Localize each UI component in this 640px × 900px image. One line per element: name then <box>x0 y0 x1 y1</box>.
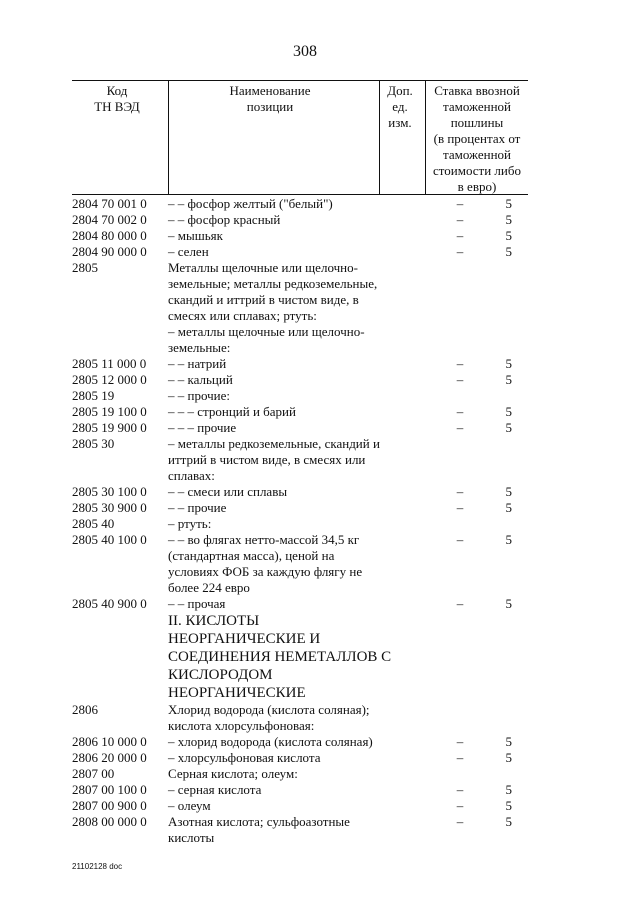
row-rate: 5 <box>505 484 512 499</box>
header-divider-1 <box>168 81 169 194</box>
row-code: 2805 40 900 0 <box>72 596 147 611</box>
table-row <box>72 516 528 532</box>
table-row <box>72 782 528 798</box>
row-unit: – <box>456 228 464 243</box>
row-rate <box>472 436 512 484</box>
table-header <box>72 80 528 195</box>
header-rate: Ставка ввозной таможенной пошлины (в процентах от таможенной стоимости либо в евро) <box>432 83 521 194</box>
row-rate <box>472 388 512 404</box>
page-number: 308 <box>293 43 317 60</box>
row-name: – – прочие: <box>168 388 230 403</box>
row-name: Серная кислота; олеум: <box>168 766 298 781</box>
row-name: – – кальций <box>168 372 233 387</box>
row-rate: 5 <box>505 356 512 371</box>
row-code: 2806 <box>72 702 98 717</box>
header-divider-3 <box>425 81 426 194</box>
row-code: 2805 19 <box>72 388 115 403</box>
row-code: 2804 70 002 0 <box>72 212 147 227</box>
row-unit <box>384 388 472 404</box>
row-code: 2805 30 100 0 <box>72 484 147 499</box>
row-name: – металлы редкоземельные, скандий и иттрий в чистом виде, в смесях или сплавах: <box>168 436 380 483</box>
row-rate: 5 <box>505 228 512 243</box>
row-name: – – натрий <box>168 356 227 371</box>
row-code: 2805 12 000 0 <box>72 372 147 387</box>
header-unit: Доп. ед. изм. <box>387 83 413 130</box>
row-rate: 5 <box>505 372 512 387</box>
row-rate: 5 <box>505 750 512 765</box>
row-unit <box>384 436 472 484</box>
section-heading <box>72 612 528 702</box>
row-unit: – <box>456 734 464 749</box>
table-row <box>72 596 528 612</box>
row-rate: 5 <box>505 596 512 611</box>
table-row <box>72 356 528 372</box>
row-unit: – <box>456 500 464 515</box>
row-rate: 5 <box>505 500 512 515</box>
row-unit <box>384 766 472 782</box>
row-rate: 5 <box>505 798 512 813</box>
row-name: – – прочая <box>168 596 226 611</box>
row-rate: 5 <box>505 814 512 829</box>
row-code: 2805 11 000 0 <box>72 356 147 371</box>
row-rate <box>472 516 512 532</box>
row-rate: 5 <box>505 404 512 419</box>
table-row <box>72 702 528 734</box>
table-row <box>72 798 528 814</box>
row-name: II. КИСЛОТЫ НЕОРГАНИЧЕСКИЕ И СОЕДИНЕНИЯ НЕМЕТАЛЛОВ С КИСЛОРОДОМ НЕОРГАНИЧЕСКИЕ <box>168 613 392 701</box>
header-code: Код ТН ВЭД <box>94 83 140 114</box>
row-name: – – фосфор желтый ("белый") <box>168 196 333 211</box>
row-rate <box>486 612 526 702</box>
header-divider-2 <box>379 81 380 194</box>
row-name: – селен <box>168 244 209 259</box>
row-rate: 5 <box>505 212 512 227</box>
row-code: 2807 00 <box>72 766 115 781</box>
row-rate: 5 <box>505 532 512 547</box>
row-name: – ртуть: <box>168 516 212 531</box>
row-name: – олеум <box>168 798 211 813</box>
row-unit: – <box>456 532 464 547</box>
row-unit: – <box>456 404 464 419</box>
table-row <box>72 196 528 212</box>
row-name: – хлорид водорода (кислота соляная) <box>168 734 373 749</box>
header-name: Наименование позиции <box>229 83 311 114</box>
row-unit <box>398 612 486 702</box>
table-row <box>72 260 528 356</box>
table-row <box>72 372 528 388</box>
file-footer: 21102128 doc <box>72 862 123 871</box>
row-name: Хлорид водорода (кислота соляная); кислота хлорсульфоновая: <box>168 702 370 733</box>
row-rate <box>472 260 512 356</box>
table-row <box>72 734 528 750</box>
row-code: 2805 <box>72 260 98 275</box>
row-rate: 5 <box>505 244 512 259</box>
row-name: – – смеси или сплавы <box>168 484 288 499</box>
row-name: – – прочие <box>168 500 227 515</box>
row-unit: – <box>456 372 464 387</box>
row-name: Металлы щелочные или щелочно- земельные; металлы редкоземельные, скандий и иттрий в чистом виде, в смесях или сплавах; ртуть: – металлы щелочные или щелочно- земельные: <box>168 260 378 355</box>
row-rate: 5 <box>505 196 512 211</box>
row-code: 2806 10 000 0 <box>72 734 147 749</box>
table-row <box>72 388 528 404</box>
table-row <box>72 228 528 244</box>
row-name: – – – стронций и барий <box>168 404 296 419</box>
row-code: 2807 00 900 0 <box>72 798 147 813</box>
row-name: – хлорсульфоновая кислота <box>168 750 321 765</box>
table-row <box>72 750 528 766</box>
row-unit: – <box>456 484 464 499</box>
row-rate <box>472 702 512 734</box>
row-code: 2805 19 100 0 <box>72 404 147 419</box>
table-row <box>72 244 528 260</box>
row-unit: – <box>456 814 464 829</box>
row-name: – – во флягах нетто-массой 34,5 кг (стандартная масса), ценой на условиях ФОБ за каждую флягу не более 224 евро <box>168 532 363 595</box>
row-code: 2804 90 000 0 <box>72 244 147 259</box>
row-code: 2805 19 900 0 <box>72 420 147 435</box>
table-row <box>72 436 528 484</box>
row-unit <box>384 260 472 356</box>
row-unit: – <box>456 244 464 259</box>
row-unit: – <box>456 596 464 611</box>
table-row <box>72 420 528 436</box>
row-name: Азотная кислота; сульфоазотные кислоты <box>168 814 350 845</box>
table-row <box>72 212 528 228</box>
row-code: 2808 00 000 0 <box>72 814 147 829</box>
row-unit <box>384 516 472 532</box>
row-unit: – <box>456 798 464 813</box>
row-name: – – – прочие <box>168 420 237 435</box>
row-code: 2805 30 900 0 <box>72 500 147 515</box>
row-unit: – <box>456 196 464 211</box>
row-unit: – <box>456 212 464 227</box>
row-name: – серная кислота <box>168 782 262 797</box>
row-name: – мышьяк <box>168 228 223 243</box>
row-rate <box>472 766 512 782</box>
row-code: 2805 40 <box>72 516 115 531</box>
table-row <box>72 500 528 516</box>
row-unit: – <box>456 420 464 435</box>
row-name: – – фосфор красный <box>168 212 281 227</box>
table-row <box>72 814 528 846</box>
row-rate: 5 <box>505 782 512 797</box>
table-row <box>72 532 528 596</box>
tariff-table-body <box>72 196 528 846</box>
row-code: 2804 70 001 0 <box>72 196 147 211</box>
table-row <box>72 404 528 420</box>
row-unit: – <box>456 356 464 371</box>
row-rate: 5 <box>505 734 512 749</box>
row-unit: – <box>456 782 464 797</box>
row-code: 2805 40 100 0 <box>72 532 147 547</box>
table-row <box>72 484 528 500</box>
row-code: 2806 20 000 0 <box>72 750 147 765</box>
row-code: 2805 30 <box>72 436 115 451</box>
row-unit: – <box>456 750 464 765</box>
row-unit <box>384 702 472 734</box>
row-code: 2807 00 100 0 <box>72 782 147 797</box>
row-code <box>72 612 168 702</box>
row-rate: 5 <box>505 420 512 435</box>
table-row <box>72 766 528 782</box>
row-code: 2804 80 000 0 <box>72 228 147 243</box>
